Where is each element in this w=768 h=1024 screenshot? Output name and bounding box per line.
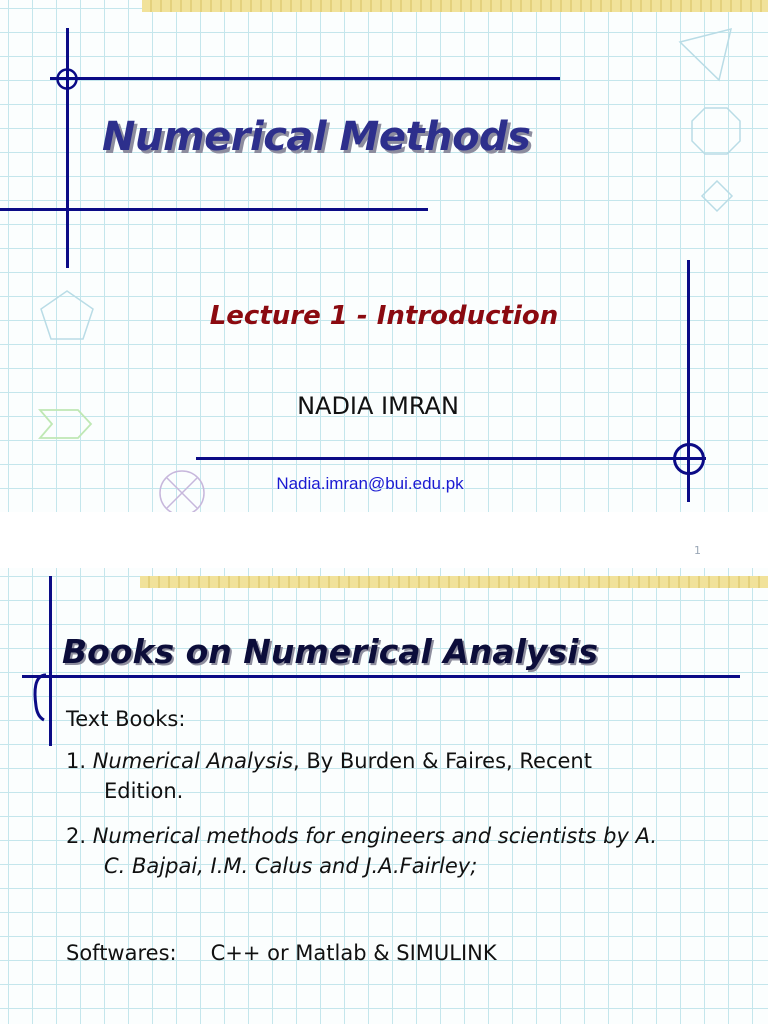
lecture-subtitle: Lecture 1 - Introduction [209, 301, 559, 331]
software-label: Softwares: [66, 941, 177, 965]
slide-title-heading: Numerical Methods [102, 114, 531, 160]
books-slide-heading: Books on Numerical Analysis [62, 632, 599, 671]
rule-top [50, 77, 560, 80]
author-name: NADIA IMRAN [297, 392, 459, 420]
book-item-1 [66, 746, 592, 806]
book-1-edition: Edition. [104, 779, 184, 803]
crosshair-circle-icon [55, 67, 79, 91]
slide-gap [0, 512, 768, 568]
textbooks-heading [66, 704, 185, 734]
book-2-title-line1: Numerical methods for engineers and scientists by A. [92, 824, 658, 848]
rule-vertical-left [66, 28, 69, 268]
rule-under-title [0, 208, 428, 211]
tape-strip [140, 576, 768, 588]
software-value: C++ or Matlab & SIMULINK [210, 941, 497, 965]
book-1-authors: , By Burden & Faires, Recent [293, 749, 592, 773]
book-item-2 [66, 821, 657, 881]
book-2-title-line2: C. Bajpai, I.M. Calus and J.A.Fairley; [104, 854, 478, 878]
book-1-number: 1. [66, 749, 93, 773]
book-2-number: 2. [66, 824, 93, 848]
rule-bottom [196, 457, 706, 460]
author-email-link[interactable]: Nadia.imran@bui.edu.pk [276, 474, 464, 493]
tape-strip [142, 0, 768, 12]
book-1-title: Numerical Analysis [92, 749, 294, 773]
page-number: 1 [694, 544, 701, 557]
diamond-shape-icon [700, 179, 734, 213]
textbooks-label: Text Books: [66, 707, 186, 731]
software-line [66, 938, 497, 968]
octagon-shape-icon [690, 106, 742, 156]
rule-under-title [22, 675, 740, 678]
triangle-shape-icon [676, 26, 736, 84]
hook-mark-icon [30, 672, 54, 722]
crosshair-circle-icon [672, 442, 706, 476]
